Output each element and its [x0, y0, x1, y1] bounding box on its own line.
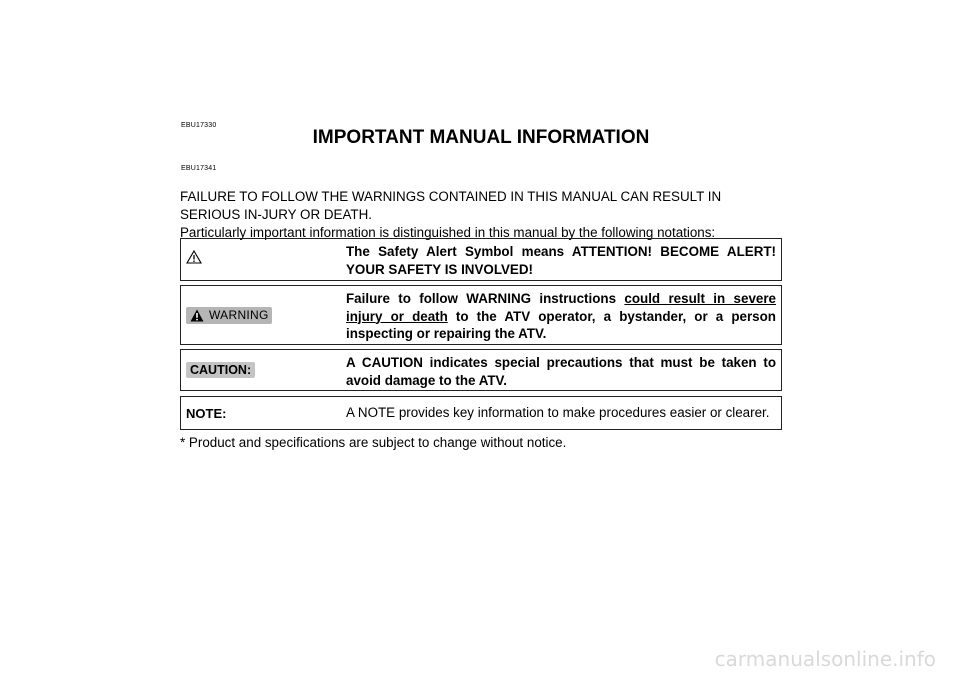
caution-notation [180, 349, 782, 391]
safety-alert-description: The Safety Alert Symbol means ATTENTION! BECOME ALERT! YOUR SAFETY IS INVOLVED! [346, 244, 776, 277]
intro-text [180, 188, 785, 242]
warning-description [339, 286, 781, 344]
note-label: NOTE: [186, 405, 227, 421]
page-title: IMPORTANT MANUAL INFORMATION [312, 127, 650, 148]
safety-alert-symbol-cell [181, 239, 339, 280]
document-code: EBU17330 [181, 122, 217, 129]
safety-alert-notation [180, 238, 782, 281]
note-label-cell [181, 397, 339, 429]
warning-notation [180, 285, 782, 345]
note-description: A NOTE provides key information to make procedures easier or clearer. [346, 405, 770, 421]
caution-description: A CAUTION indicates special precautions that must be taken to avoid damage to the ATV. [346, 355, 776, 388]
caution-label-cell [181, 350, 339, 390]
exclamation-triangle-icon [190, 309, 204, 322]
warning-text-before: Failure to follow WARNING instructions [346, 291, 625, 306]
warning-text-underlined: could result in severe injury or death [346, 291, 776, 324]
caution-label: CAUTION: [186, 362, 255, 378]
warning-badge [186, 307, 272, 324]
note-notation [180, 396, 782, 430]
safety-alert-triangle-icon [186, 250, 202, 269]
footnote: * Product and specifications are subject to change without notice. [180, 435, 567, 450]
warning-statement: FAILURE TO FOLLOW THE WARNINGS CONTAINED IN THIS MANUAL CAN RESULT IN SERIOUS IN-JURY OR DEATH. [180, 189, 722, 222]
notations-intro: Particularly important information is distinguished in this manual by the following notations: [180, 225, 716, 240]
warning-label: WARNING [209, 308, 269, 322]
watermark: carmanualsonline.info [714, 647, 936, 671]
warning-text-after: to the ATV operator, a bystander, or a person inspecting or repairing the ATV. [346, 308, 776, 341]
document-code-secondary: EBU17341 [181, 165, 217, 172]
warning-label-cell [181, 286, 339, 344]
